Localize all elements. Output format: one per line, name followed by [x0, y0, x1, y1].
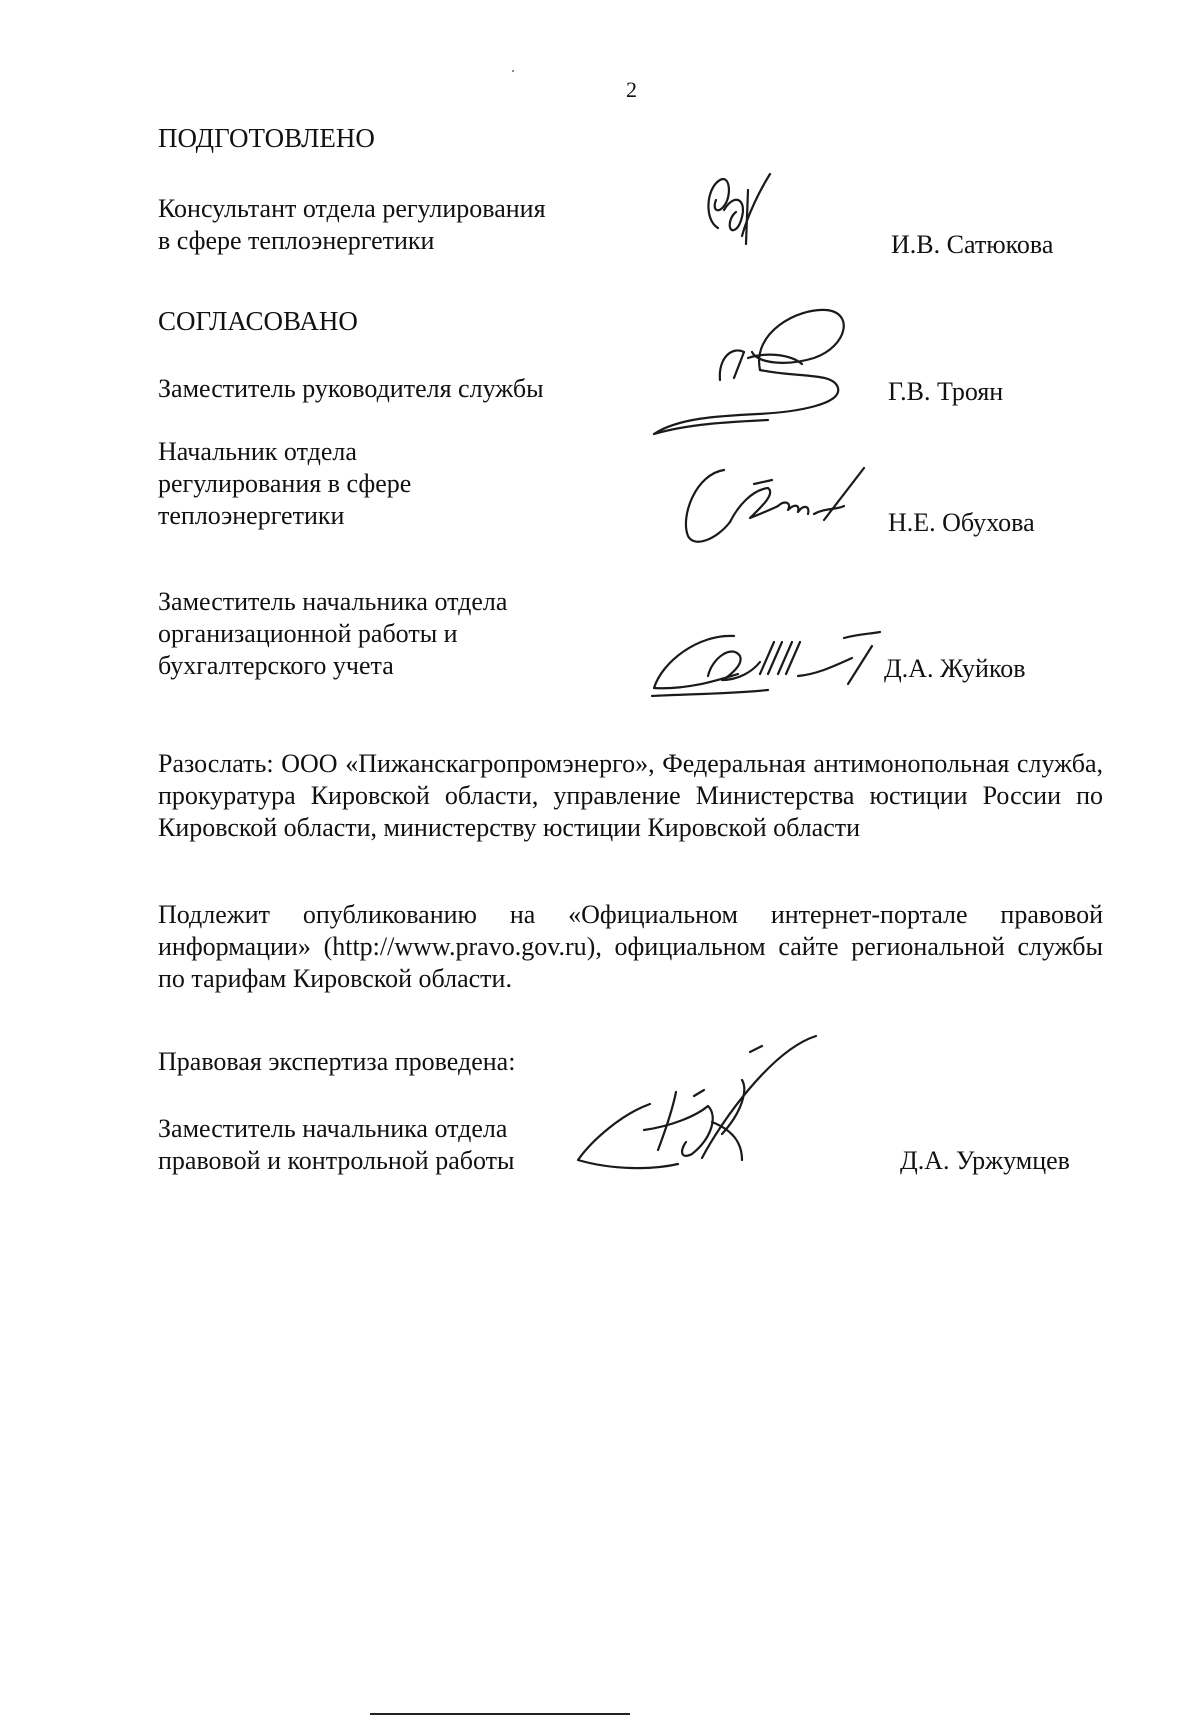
- agreed-signatory-name: Г.В. Троян: [888, 377, 1004, 406]
- agreed-position-line: Заместитель руководителя службы: [158, 374, 544, 403]
- signature-obukhova: [676, 460, 876, 552]
- distribution-list: Разослать: ООО «Пижанскагропромэнерго», Федеральная антимонопольная служба, прокуратура Кировской области, управление Министерства юстиции России по Кировской области, министерству юстиции Кировской области: [158, 749, 1103, 842]
- signature-satyukova: [690, 170, 790, 266]
- signature-zhuikov: [648, 614, 900, 704]
- publication-note: Подлежит опубликованию на «Официальном интернет-портале правовой информации» (http://www.pravo.gov.ru), официальном сайте региональной службы по тарифам Кировской области.: [158, 900, 1103, 993]
- agreed-position-line: бухгалтерского учета: [158, 651, 394, 680]
- prepared-position-line: в сфере теплоэнергетики: [158, 226, 435, 255]
- scan-artifact-line: [370, 1713, 630, 1715]
- agreed-position-line: Заместитель начальника отдела: [158, 587, 508, 616]
- legal-review-signatory-name: Д.А. Уржумцев: [900, 1146, 1070, 1175]
- agreed-signatory-name: Н.Е. Обухова: [888, 508, 1035, 537]
- legal-review-heading: Правовая экспертиза проведена:: [158, 1047, 516, 1076]
- agreed-position-line: Начальник отдела: [158, 437, 357, 466]
- page-number: 2: [626, 77, 637, 102]
- prepared-signatory-name: И.В. Сатюкова: [891, 230, 1054, 259]
- agreed-position-line: теплоэнергетики: [158, 501, 345, 530]
- signature-troyan: [648, 306, 880, 458]
- scan-artifact-speck: [512, 70, 514, 72]
- agreed-position-line: организационной работы и: [158, 619, 458, 648]
- agreed-heading: СОГЛАСОВАНО: [158, 306, 358, 336]
- legal-review-position-line: Заместитель начальника отдела: [158, 1114, 508, 1143]
- legal-review-position-line: правовой и контрольной работы: [158, 1146, 515, 1175]
- agreed-position-line: регулирования в сфере: [158, 469, 412, 498]
- prepared-position-line: Консультант отдела регулирования: [158, 194, 546, 223]
- signature-urzhumtsev: [572, 1030, 862, 1188]
- agreed-signatory-name: Д.А. Жуйков: [884, 654, 1026, 683]
- prepared-heading: ПОДГОТОВЛЕНО: [158, 123, 375, 153]
